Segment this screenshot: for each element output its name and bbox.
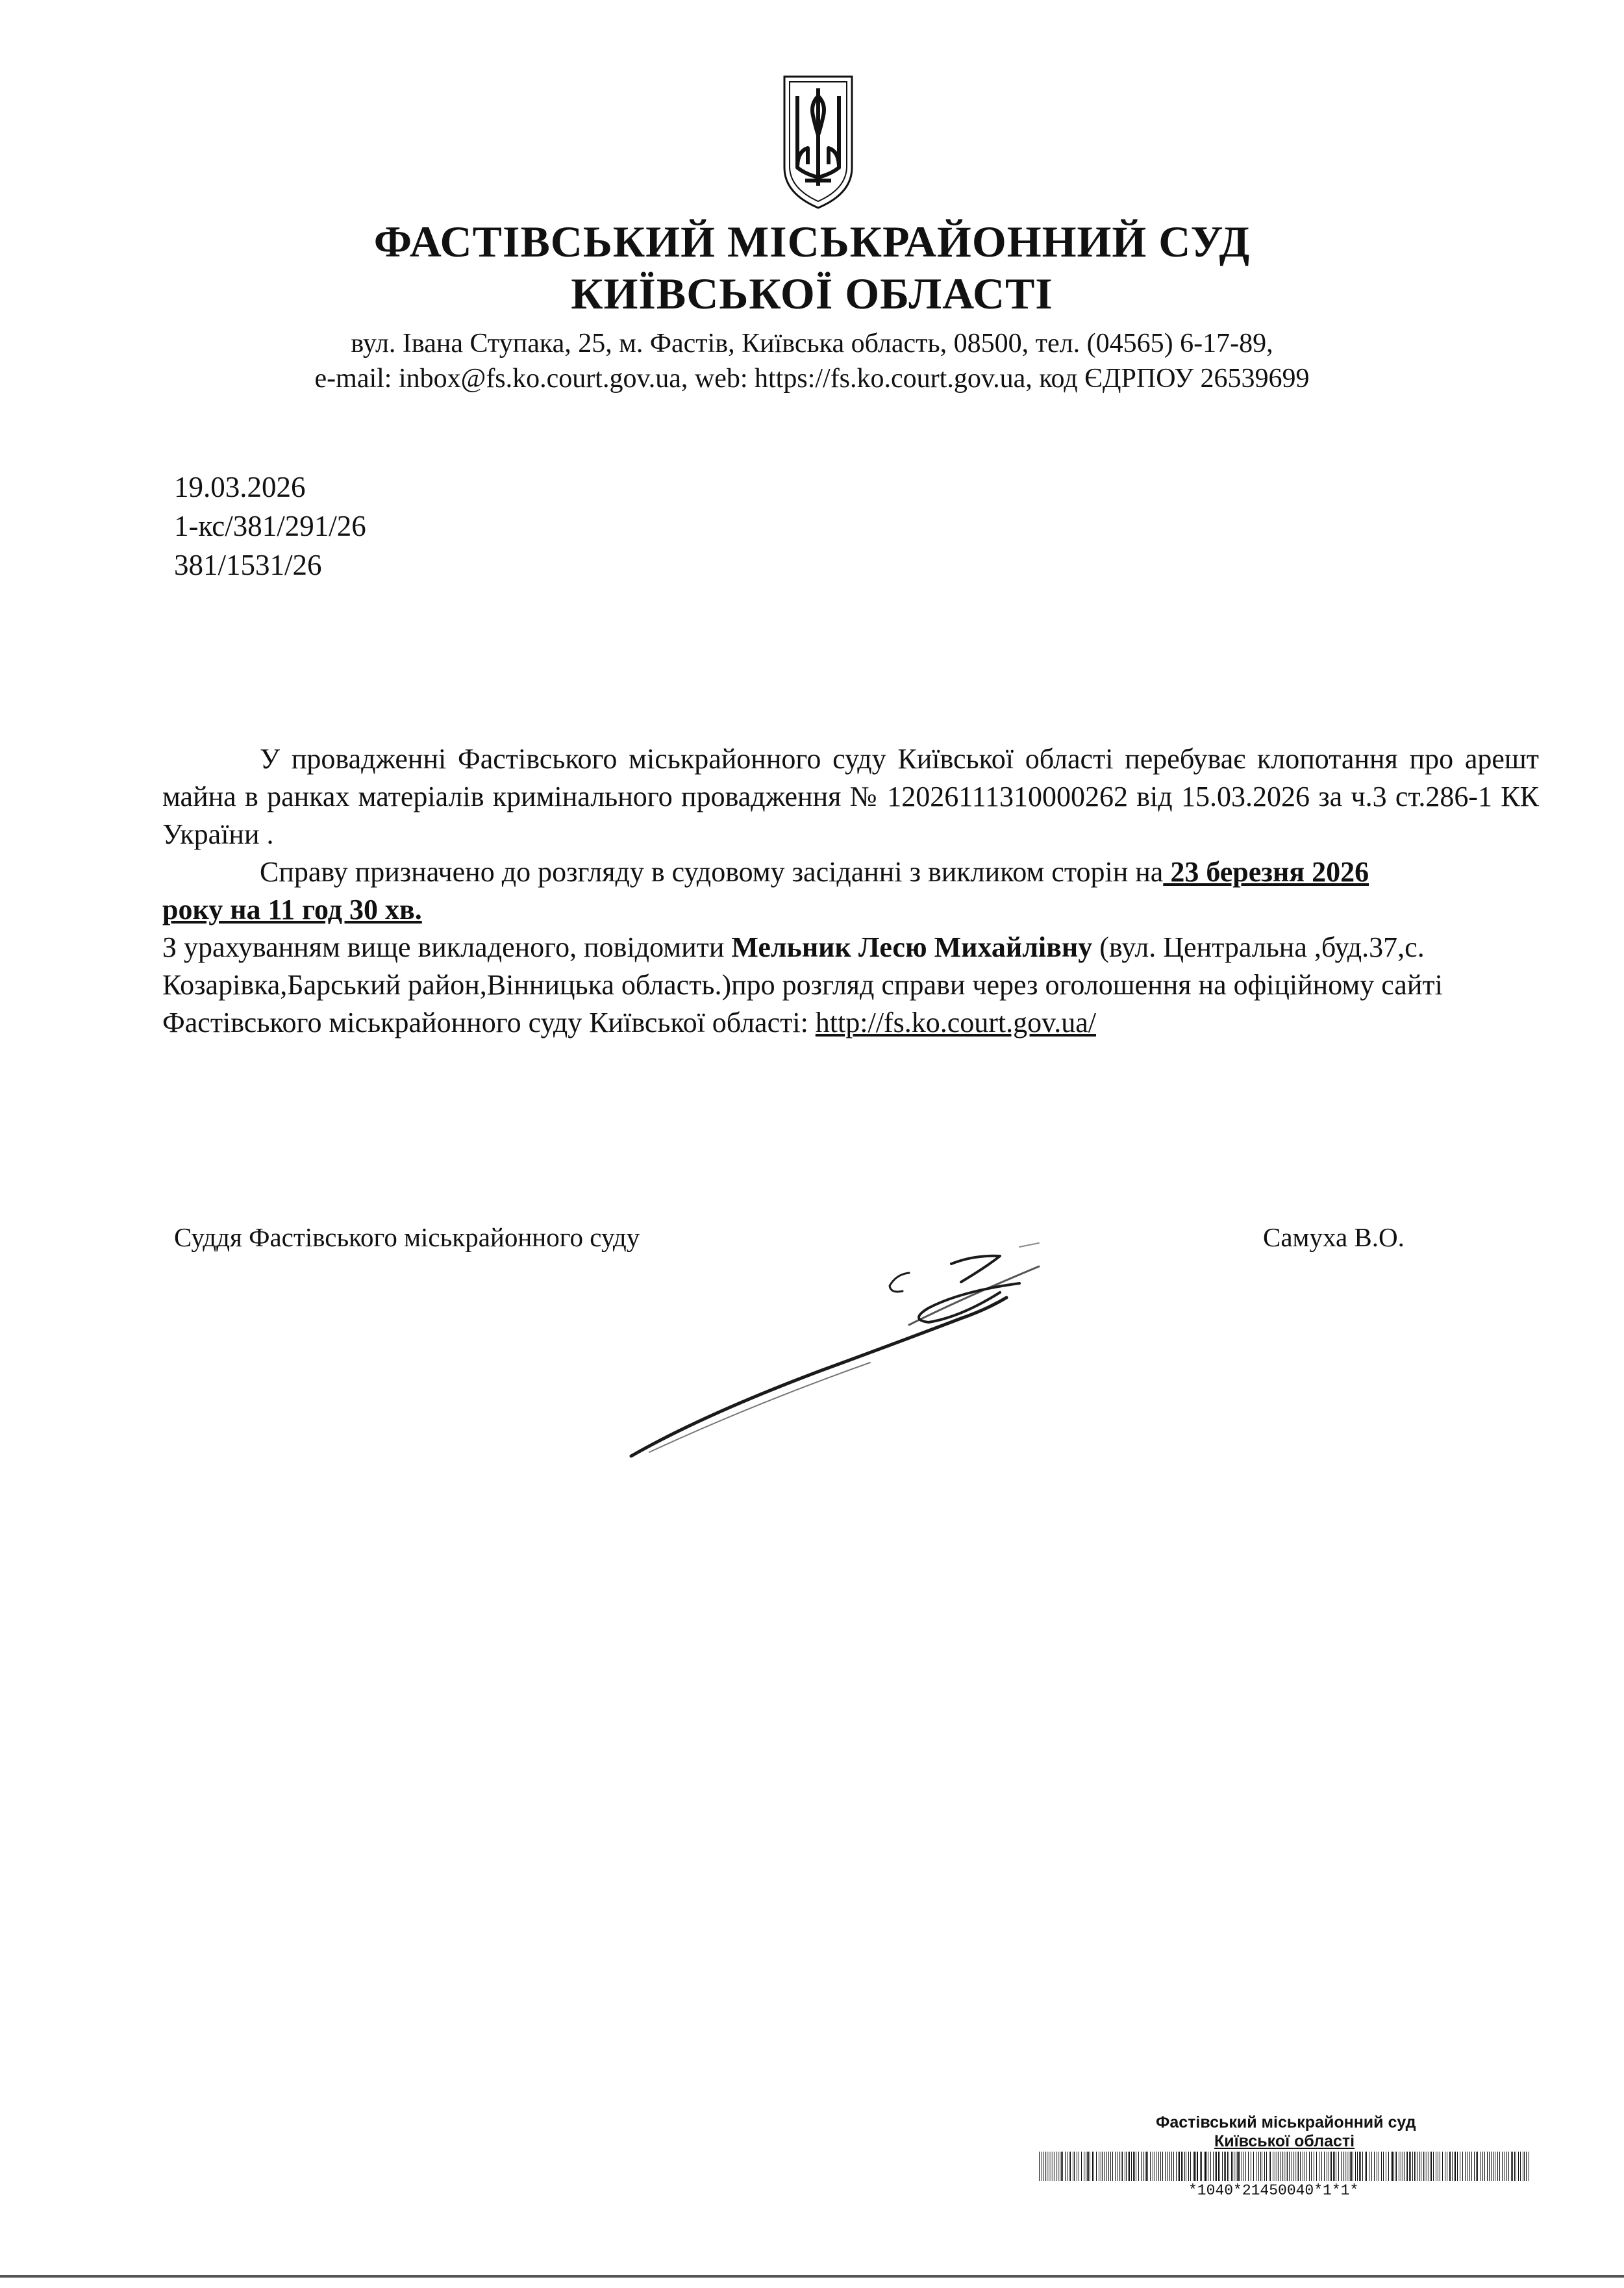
barcode-bar xyxy=(1260,2152,1261,2181)
barcode-bar xyxy=(1115,2152,1116,2181)
body-paragraph-2 xyxy=(162,853,1539,929)
barcode-bar xyxy=(1141,2152,1142,2181)
barcode-bar xyxy=(1195,2152,1196,2181)
barcode-bar xyxy=(1074,2152,1075,2181)
barcode-bar xyxy=(1514,2152,1515,2181)
barcode-bar xyxy=(1362,2152,1363,2181)
barcode-bar xyxy=(1306,2152,1307,2181)
barcode-bar xyxy=(1231,2152,1232,2181)
barcode-bar xyxy=(1134,2152,1135,2181)
barcode-bar xyxy=(1526,2152,1527,2181)
barcode-bar xyxy=(1474,2152,1475,2181)
stamp-region: Київської області xyxy=(1214,2132,1355,2150)
barcode-bar xyxy=(1143,2152,1144,2181)
barcode-bar xyxy=(1442,2152,1443,2181)
barcode-bar xyxy=(1204,2152,1205,2181)
barcode-bar xyxy=(1201,2152,1202,2181)
barcode-bar xyxy=(1092,2152,1093,2181)
barcode-bar xyxy=(1333,2152,1334,2181)
barcode-bar xyxy=(1171,2152,1172,2181)
barcode-bar xyxy=(1270,2152,1271,2181)
barcode-bar xyxy=(1499,2152,1500,2181)
barcode-bar xyxy=(1298,2152,1299,2181)
barcode-bar xyxy=(1360,2152,1361,2181)
barcode-bar xyxy=(1454,2152,1455,2181)
barcode-bar xyxy=(1065,2152,1066,2181)
barcode-bar xyxy=(1412,2152,1413,2181)
barcode-bar xyxy=(1502,2152,1503,2181)
barcode-bar xyxy=(1238,2152,1240,2181)
barcode-bar xyxy=(1061,2152,1062,2181)
barcode-bar xyxy=(1258,2152,1259,2181)
barcode-bar xyxy=(1181,2152,1182,2181)
court-name-line-2: КИЇВСЬКОЇ ОБЛАСТІ xyxy=(571,269,1053,318)
barcode-bar xyxy=(1407,2152,1408,2181)
barcode-bar xyxy=(1112,2152,1113,2181)
judge-title: Суддя Фастівського міськрайонного суду xyxy=(174,1222,640,1252)
barcode-bar xyxy=(1128,2152,1129,2181)
barcode-bar xyxy=(1357,2152,1358,2181)
barcode-bar xyxy=(1169,2152,1170,2181)
barcode-bar xyxy=(1355,2152,1356,2181)
barcode-bar xyxy=(1477,2152,1478,2181)
barcode-bar xyxy=(1253,2152,1254,2181)
barcode-bar xyxy=(1215,2152,1216,2181)
barcode-bar xyxy=(1341,2152,1342,2181)
notice-address-text: (вул. Центральна ,буд.37,с. Козарівка,Барський район,Вінницька область.)про розгляд справи через оголошення на офіційному сайті Фастівського міськрайонного суду Київської області: xyxy=(162,931,1443,1038)
barcode-bar xyxy=(1350,2152,1351,2181)
barcode-bar xyxy=(1493,2152,1494,2181)
court-website-link[interactable]: http://fs.ko.court.gov.ua/ xyxy=(815,1007,1096,1038)
barcode-bar xyxy=(1179,2152,1180,2181)
barcode-bar xyxy=(1150,2152,1151,2181)
barcode-bar xyxy=(1194,2152,1195,2181)
barcode-bar xyxy=(1039,2152,1040,2181)
barcode-bar xyxy=(1457,2152,1458,2181)
barcode-bar xyxy=(1178,2152,1179,2181)
barcode-bar xyxy=(1381,2152,1382,2181)
letter-date: 19.03.2026 xyxy=(174,471,306,503)
barcode-bar xyxy=(1165,2152,1166,2181)
barcode-bar xyxy=(1081,2152,1082,2181)
barcode-bar xyxy=(1419,2152,1420,2181)
barcode-bar xyxy=(1133,2152,1134,2181)
barcode-bar xyxy=(1491,2152,1492,2181)
barcode-bar xyxy=(1106,2152,1107,2181)
page-bottom-rule xyxy=(0,2275,1624,2278)
barcode-bar xyxy=(1316,2152,1317,2181)
barcode-bar xyxy=(1219,2152,1220,2181)
barcode-bar xyxy=(1455,2152,1456,2181)
barcode-bar xyxy=(1371,2152,1372,2181)
barcode-bar xyxy=(1122,2152,1123,2181)
barcode-bar xyxy=(1404,2152,1405,2181)
barcode-bar xyxy=(1469,2152,1470,2181)
barcode-bar xyxy=(1300,2152,1301,2181)
barcode-bar xyxy=(1423,2152,1424,2181)
barcode-bar xyxy=(1484,2152,1485,2181)
court-contacts: e-mail: inbox@fs.ko.court.gov.ua, web: https://fs.ko.court.gov.ua, код ЄДРПОУ 26539699 xyxy=(314,364,1310,394)
barcode-bar xyxy=(1334,2152,1335,2181)
barcode-bar xyxy=(1471,2152,1472,2181)
barcode-bar xyxy=(1506,2152,1507,2181)
barcode-bar xyxy=(1224,2152,1225,2181)
barcode-bar xyxy=(1409,2152,1410,2181)
barcode-bar xyxy=(1476,2152,1477,2181)
barcode-bar xyxy=(1126,2152,1127,2181)
barcode-bar xyxy=(1213,2152,1214,2181)
body-paragraph-3 xyxy=(162,929,1539,1042)
barcode-bar xyxy=(1388,2152,1389,2181)
barcode-bar xyxy=(1391,2152,1392,2181)
barcode-bar xyxy=(1396,2152,1397,2181)
barcode-bar xyxy=(1206,2152,1207,2181)
barcode-bar xyxy=(1237,2152,1238,2181)
barcode-bar xyxy=(1393,2152,1394,2181)
barcode-bar xyxy=(1462,2152,1463,2181)
hearing-time: року на 11 год 30 хв. xyxy=(162,894,422,925)
hearing-intro-text: Справу призначено до розгляду в судовому засіданні з викликом сторін на xyxy=(260,856,1164,888)
notified-person-name: Мельник Лесю Михайлівну xyxy=(731,931,1093,963)
barcode-bar xyxy=(1309,2152,1310,2181)
barcode-bar xyxy=(1227,2152,1228,2181)
barcode-bar xyxy=(1197,2152,1198,2181)
court-name-line-1: ФАСТІВСЬКИЙ МІСЬКРАЙОННИЙ СУД xyxy=(373,217,1251,266)
barcode-bar xyxy=(1129,2152,1130,2181)
barcode-bar xyxy=(1331,2152,1332,2181)
barcode-bar xyxy=(1216,2152,1217,2181)
barcode-bar xyxy=(1222,2152,1223,2181)
barcode-bar xyxy=(1449,2152,1451,2181)
judge-name: Самуха В.О. xyxy=(1263,1222,1405,1252)
barcode-bar xyxy=(1511,2152,1512,2181)
barcode-bar xyxy=(1218,2152,1219,2181)
barcode-bar xyxy=(1184,2152,1185,2181)
barcode-bar xyxy=(1045,2152,1046,2181)
barcode-bar xyxy=(1518,2152,1519,2181)
barcode-bar xyxy=(1497,2152,1498,2181)
barcode-bar xyxy=(1289,2152,1290,2181)
coat-of-arms-trident-icon xyxy=(779,70,857,213)
barcode-bar xyxy=(1392,2152,1393,2181)
barcode-number: *1040*21450040*1*1* xyxy=(1188,2182,1359,2199)
barcode-bar xyxy=(1088,2152,1089,2181)
barcode-bar xyxy=(1162,2152,1163,2181)
barcode-bar xyxy=(1070,2152,1071,2181)
barcode-bar xyxy=(1431,2152,1432,2181)
handwritten-signature xyxy=(623,1221,1078,1468)
barcode-bar xyxy=(1138,2152,1139,2181)
barcode-bar xyxy=(1366,2152,1367,2181)
barcode-bar xyxy=(1338,2152,1339,2181)
barcode-bar xyxy=(1520,2152,1521,2181)
barcode-bar xyxy=(1374,2152,1375,2181)
barcode-bar xyxy=(1131,2152,1132,2181)
barcode-bar xyxy=(1248,2152,1249,2181)
body-paragraph-1: У провадженні Фастівського міськрайонного суду Київської області перебуває клопотання про арешт майна в ранках матеріалів кримінального провадження № 12026111310000262 від 15.03.2026 за ч.3 ст.286-1 КК України . xyxy=(162,743,1539,850)
barcode-bar xyxy=(1280,2152,1281,2181)
barcode-bar xyxy=(1062,2152,1063,2181)
barcode-bar xyxy=(1264,2152,1265,2181)
barcode-bar xyxy=(1410,2152,1411,2181)
notice-intro-text: З урахуванням вище викладеного, повідомити xyxy=(162,931,732,963)
barcode-bar xyxy=(1343,2152,1344,2181)
barcode-bar xyxy=(1489,2152,1490,2181)
barcode-bar xyxy=(1482,2152,1483,2181)
barcode-bar xyxy=(1087,2152,1088,2181)
proceeding-number: 381/1531/26 xyxy=(174,549,322,581)
barcode-bar xyxy=(1190,2152,1191,2181)
barcode-bar xyxy=(1160,2152,1161,2181)
barcode-bar xyxy=(1311,2152,1312,2181)
barcode-bar xyxy=(1146,2152,1147,2181)
barcode-bar xyxy=(1176,2152,1177,2181)
barcode-bar xyxy=(1433,2152,1434,2181)
barcode-bar xyxy=(1167,2152,1168,2181)
barcode-bar xyxy=(1351,2152,1352,2181)
barcode-bar xyxy=(1321,2152,1322,2181)
barcode-bar xyxy=(1225,2152,1226,2181)
barcode-bar xyxy=(1324,2152,1325,2181)
barcode-bar xyxy=(1414,2152,1415,2181)
barcode-bar xyxy=(1452,2152,1453,2181)
barcode-bar xyxy=(1119,2152,1120,2181)
stamp-court-name: Фастівський міськрайонний суд xyxy=(1156,2113,1416,2131)
hearing-date: 23 березня 2026 xyxy=(1163,856,1369,888)
barcode-bar xyxy=(1110,2152,1111,2181)
barcode-bar xyxy=(1147,2152,1148,2181)
barcode-bar xyxy=(1182,2152,1183,2181)
barcode-bar xyxy=(1173,2152,1174,2181)
case-number: 1-кс/381/291/26 xyxy=(174,510,366,542)
barcode-bar xyxy=(1205,2152,1206,2181)
barcode-bar xyxy=(1102,2152,1103,2181)
court-address: вул. Івана Ступака, 25, м. Фастів, Київська область, 08500, тел. (04565) 6-17-89, xyxy=(351,329,1273,358)
barcode-bar xyxy=(1232,2152,1233,2181)
barcode-bar xyxy=(1278,2152,1279,2181)
barcode-bar xyxy=(1383,2152,1384,2181)
barcode-bar xyxy=(1282,2152,1283,2181)
barcode-bar xyxy=(1465,2152,1466,2181)
barcode-bar xyxy=(1524,2152,1525,2181)
barcode-bar xyxy=(1188,2152,1189,2181)
barcode-bar xyxy=(1245,2152,1246,2181)
barcode-bar xyxy=(1096,2152,1097,2181)
barcode-bar xyxy=(1508,2152,1509,2181)
barcode-bar xyxy=(1108,2152,1109,2181)
barcode-bar xyxy=(1200,2152,1201,2181)
barcode-bar xyxy=(1287,2152,1288,2181)
barcode-bar xyxy=(1512,2152,1513,2181)
barcode-bar xyxy=(1210,2152,1211,2181)
barcode-bar xyxy=(1266,2152,1267,2181)
barcode-bar xyxy=(1359,2152,1360,2181)
barcode xyxy=(1039,2152,1532,2181)
barcode-bar xyxy=(1487,2152,1488,2181)
barcode-bar xyxy=(1365,2152,1366,2181)
barcode-bar xyxy=(1093,2152,1094,2181)
barcode-bar xyxy=(1104,2152,1105,2181)
barcode-bar xyxy=(1158,2152,1159,2181)
